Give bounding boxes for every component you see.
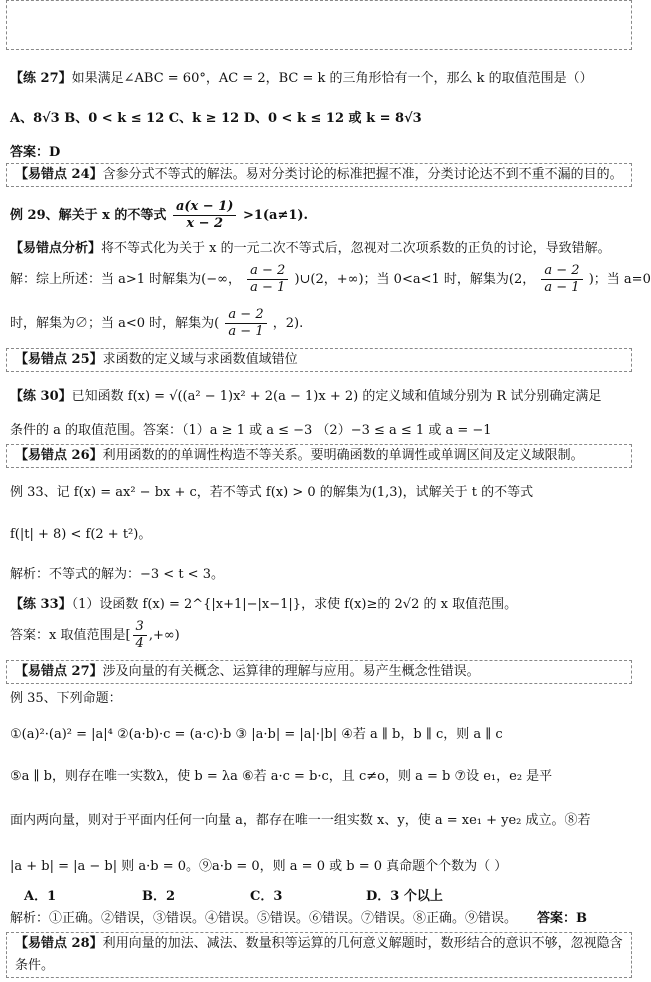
solution-1-part-b: )∪(2，+∞)；当 0<a<1 时，解集为(2，	[294, 272, 536, 287]
fraction-numerator: a − 2	[541, 263, 582, 280]
solution-2-part-b: ，2).	[272, 316, 304, 331]
solution-2-part-a: 时，解集为∅；当 a<0 时，解集为(	[10, 316, 220, 331]
exercise-33-title: 【练 33】	[10, 597, 72, 612]
pitfall-28-text-1: 利用向量的加法、减法、数量积等运算的几何意义解题时，数形结合的意识不够，忽视隐含	[102, 936, 623, 951]
fraction-numerator: 3	[133, 619, 147, 636]
pitfall-25-title: 【易错点 25】	[15, 352, 103, 367]
pitfall-25-box	[6, 348, 632, 372]
exercise-27-answer: 答案：D	[10, 145, 61, 160]
analysis-text: 将不等式化为关于 x 的一元二次不等式后，忽视对二次项系数的正负的讨论，导致错解。	[101, 241, 611, 256]
fraction-denominator: a − 1	[250, 280, 286, 295]
pitfall-26-text: 利用函数的的单调性构造不等关系。要明确函数的单调性或单调区间及定义域限制。	[102, 448, 584, 463]
example-33-analysis: 解析：不等式的解为：−3 < t < 3。	[10, 567, 224, 582]
choice-d: D．3 个以上	[366, 889, 443, 904]
analysis-title: 【易错点分析】	[10, 241, 102, 256]
exercise-33-answer-a: 答案：x 取值范围是[	[10, 628, 131, 643]
example-29	[10, 198, 308, 234]
fraction-numerator: a − 2	[247, 263, 288, 280]
pitfall-24-title: 【易错点 24】	[15, 167, 103, 182]
solution-line-2	[10, 306, 303, 342]
example-35-row-2: ⑤a ∥ b，则存在唯一实数λ，使 b = λa ⑥若 a·c = b·c，且 c≠o，则 a = b ⑦设 e₁，e₂ 是平	[10, 769, 553, 784]
exercise-27-options: A、8√3 B、0 < k ≤ 12 C、k ≥ 12 D、0 < k ≤ 12 或 k = 8√3	[10, 111, 422, 126]
header-box	[6, 0, 632, 50]
example-35-label: 例 35、下列命题：	[10, 691, 122, 706]
exercise-30-text: 已知函数 f(x) = √((a² − 1)x² + 2(a − 1)x + 2) 的定义域和值域分别为 R 试分别确定满足	[71, 389, 602, 404]
solution-2-fraction	[225, 307, 266, 340]
pitfall-28-title: 【易错点 28】	[15, 936, 103, 951]
example-35-row-1: ①(a)²·(a)² = |a|⁴ ②(a·b)·c = (a·c)·b ③ |a·b| = |a|·|b| ④若 a ∥ b，b ∥ c，则 a ∥ c	[10, 727, 503, 742]
answer-text: 答案：B	[537, 911, 588, 926]
pitfall-27-box	[6, 660, 632, 684]
pitfall-24-box	[6, 163, 632, 187]
example-33-line-1: 例 33、记 f(x) = ax² − bx + c，若不等式 f(x) > 0 的解集为(1,3)，试解关于 t 的不等式	[10, 485, 534, 500]
fraction-denominator: a − 1	[544, 280, 580, 295]
example-29-tail: >1(a≠1).	[242, 208, 309, 223]
example-35-choices	[24, 888, 443, 906]
exercise-33-answer-b: ,+∞)	[148, 628, 180, 643]
solution-1-fraction-b	[541, 263, 582, 296]
pitfall-27-title: 【易错点 27】	[15, 664, 103, 679]
fraction-numerator: a(x − 1)	[173, 199, 236, 216]
example-35-row-4: |a + b| = |a − b| 则 a·b = 0。⑨a·b = 0，则 a = 0 或 b = 0 真命题个个数为（ ）	[10, 859, 508, 874]
fraction-numerator: a − 2	[225, 307, 266, 324]
example-29-label: 例 29、解关于 x 的不等式	[10, 208, 167, 223]
solution-line-1	[10, 262, 651, 298]
fraction-denominator: 4	[135, 636, 144, 651]
exercise-30-title: 【练 30】	[10, 389, 72, 404]
exercise-33-text: （1）设函数 f(x) = 2^{|x+1|−|x−1|}，求使 f(x)≥的 2√2 的 x 取值范围。	[71, 597, 518, 612]
choice-a: A．1	[24, 889, 57, 904]
fraction-denominator: a − 1	[228, 324, 264, 339]
exercise-33-fraction	[133, 619, 147, 652]
choice-b: B．2	[142, 889, 176, 904]
exercise-27-stem	[10, 70, 593, 88]
fraction-denominator: x − 2	[186, 216, 224, 231]
exercise-27-title: 【练 27】	[10, 71, 72, 86]
solution-1-fraction-a	[247, 263, 288, 296]
exercise-33-answer	[10, 618, 180, 654]
pitfall-28-text-2: 条件。	[15, 958, 55, 973]
exercise-30-line-2: 条件的 a 的取值范围。答案：（1）a ≥ 1 或 a ≤ −3 （2）−3 ≤ a ≤ 1 或 a = −1	[10, 423, 492, 438]
choice-c: C．3	[250, 889, 283, 904]
example-33-line-2: f(|t| + 8) < f(2 + t²)。	[10, 527, 152, 542]
exercise-27-text: 如果满足∠ABC = 60°，AC = 2，BC = k 的三角形恰有一个，那么 k 的取值范围是（）	[71, 71, 593, 86]
pitfall-27-text: 涉及向量的有关概念、运算律的理解与应用。易产生概念性错误。	[102, 664, 480, 679]
exercise-30-line-1	[10, 388, 601, 406]
exercise-33-line-1	[10, 596, 517, 614]
analysis-text: 解析：①正确。②错误，③错误。④错误。⑤错误。⑥错误。⑦错误。⑧正确。⑨错误。	[10, 911, 518, 926]
pitfall-24-analysis	[10, 240, 611, 258]
pitfall-28-box	[6, 932, 632, 978]
pitfall-24-text: 含参分式不等式的解法。易对分类讨论的标准把握不准，分类讨论达不到不重不漏的目的。	[102, 167, 623, 182]
solution-1-part-a: 解：综上所述：当 a>1 时解集为(−∞，	[10, 272, 241, 287]
example-35-analysis	[10, 910, 587, 928]
pitfall-25-text: 求函数的定义域与求函数值域错位	[102, 352, 298, 367]
example-35-row-3: 面内两向量，则对于平面内任何一向量 a，都存在唯一一组实数 x、y，使 a = xe₁ + ye₂ 成立。⑧若	[10, 813, 591, 828]
solution-1-part-c: )；当 a=0	[588, 272, 651, 287]
pitfall-26-box	[6, 444, 632, 468]
pitfall-26-title: 【易错点 26】	[15, 448, 103, 463]
example-29-fraction	[173, 199, 236, 232]
